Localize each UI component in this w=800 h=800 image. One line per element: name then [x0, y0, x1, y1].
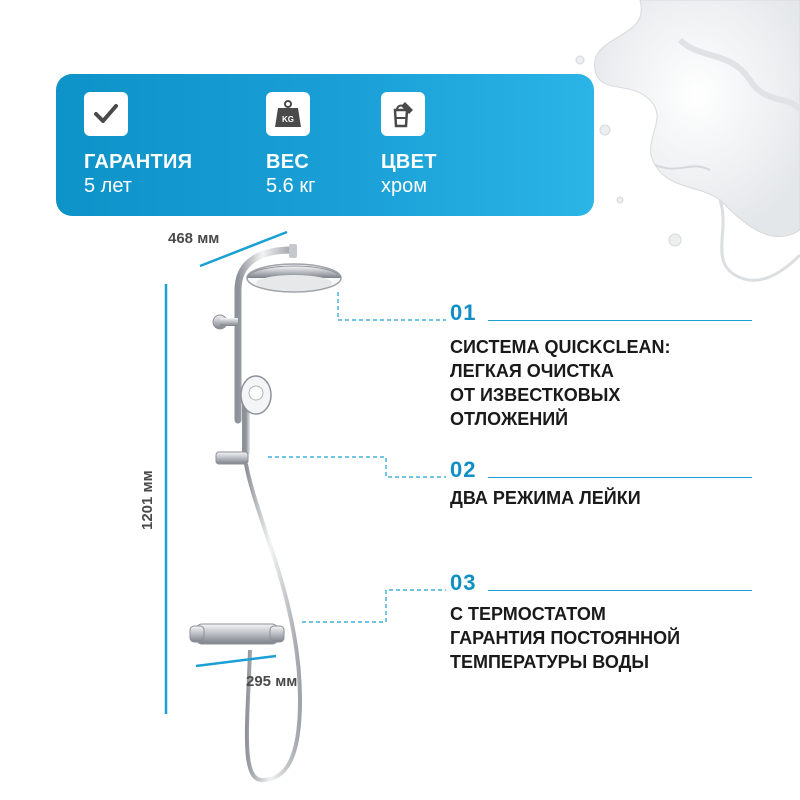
spec-warranty-label: ГАРАНТИЯ — [84, 151, 193, 173]
thermostat-width-label: 295 мм — [246, 673, 298, 690]
leader-lines — [268, 292, 446, 622]
feature-text-03 — [450, 602, 680, 674]
spec-warranty-value: 5 лет — [84, 175, 132, 197]
thermostat-mixer — [190, 624, 284, 644]
head-width-dimension — [168, 230, 287, 266]
leader-line-02 — [268, 457, 446, 477]
feature-01-line-4: ОТЛОЖЕНИЙ — [450, 409, 569, 429]
feature-divider-03 — [488, 590, 752, 591]
spec-weight-value: 5.6 кг — [266, 175, 316, 197]
shower-hose — [246, 464, 300, 780]
rain-shower-head — [247, 264, 341, 292]
spec-weight-label: ВЕС — [266, 151, 310, 173]
height-label: 1201 мм — [139, 470, 156, 530]
feature-text-02 — [450, 486, 641, 510]
weight-icon-text: KG — [282, 115, 294, 124]
head-width-label: 468 мм — [168, 230, 220, 247]
wall-bracket — [213, 315, 238, 329]
leader-line-01 — [338, 292, 446, 320]
slider-holder — [216, 452, 248, 464]
feature-divider-01 — [488, 320, 752, 321]
feature-number-02: 02 — [450, 457, 477, 482]
feature-number-01: 01 — [450, 300, 477, 325]
feature-02-line-1: ДВА РЕЖИМА ЛЕЙКИ — [450, 488, 641, 508]
feature-03-line-3: ТЕМПЕРАТУРЫ ВОДЫ — [450, 652, 650, 672]
feature-text-01 — [450, 335, 670, 431]
leader-line-03 — [302, 590, 446, 622]
height-dimension — [139, 284, 166, 714]
hand-shower — [241, 376, 271, 452]
feature-03-line-2: ГАРАНТИЯ ПОСТОЯННОЙ — [450, 628, 681, 648]
feature-01-line-1: СИСТЕМА QUICKCLEAN: — [450, 337, 671, 357]
feature-01-line-2: ЛЕГКАЯ ОЧИСТКА — [450, 361, 614, 381]
feature-03-line-1: С ТЕРМОСТАТОМ — [450, 604, 606, 624]
spec-color-label: ЦВЕТ — [381, 151, 437, 173]
feature-divider-02 — [488, 477, 752, 478]
feature-number-03: 03 — [450, 570, 477, 595]
feature-01-line-3: ОТ ИЗВЕСТКОВЫХ — [450, 385, 621, 405]
spec-color-value: хром — [381, 175, 427, 197]
thermostat-width-dimension — [196, 656, 297, 690]
